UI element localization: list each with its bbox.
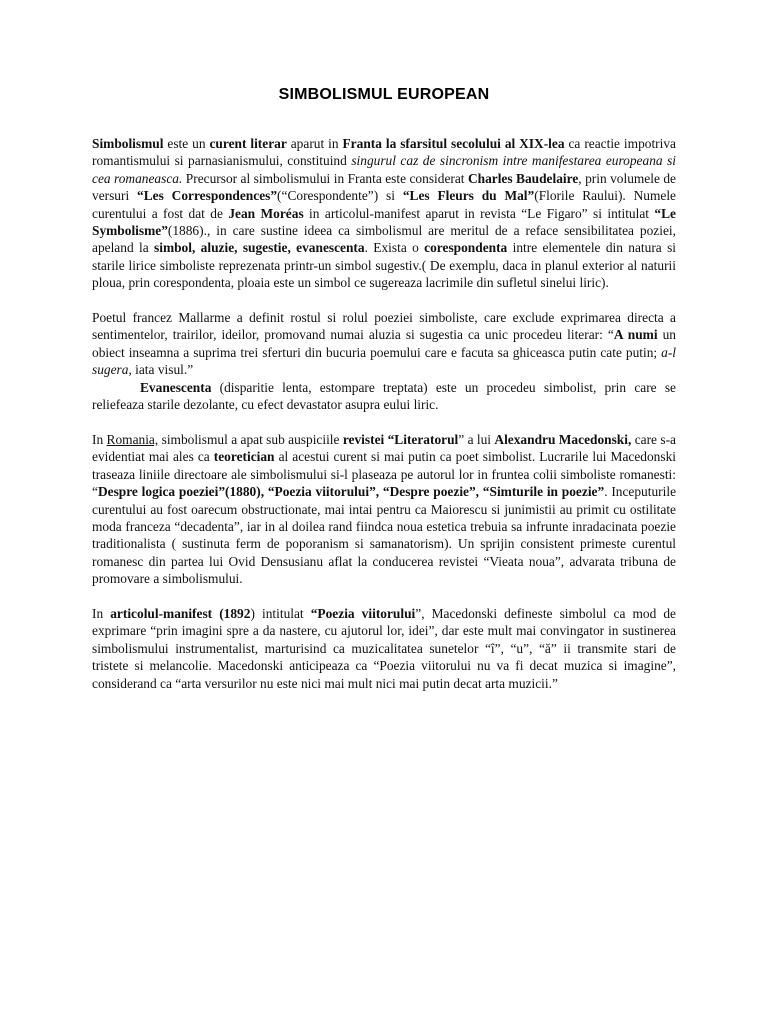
text-run: (1886)., in care sustine ideea ca simbolismul are meritul de a reface sensibilitatea poziei, apeland la bbox=[92, 223, 676, 256]
text-run: Evanescenta bbox=[140, 379, 212, 395]
text-run: aparut in bbox=[286, 136, 343, 151]
text-run: Despre logica poeziei”(1880), “Poezia viitorului”, “Despre poezie”, “Simturile in poezie” bbox=[97, 484, 605, 500]
text-run: (“Corespondente”) si bbox=[277, 188, 403, 204]
paragraph-mallarme bbox=[92, 309, 676, 379]
text-run: ” a lui bbox=[458, 431, 495, 447]
text-run: Alexandru Macedonski, bbox=[494, 431, 632, 447]
text-run: simbolismul a apat sub auspiciile bbox=[158, 431, 343, 447]
page-title: SIMBOLISMUL EUROPEAN bbox=[278, 86, 490, 103]
paragraph-manifest bbox=[92, 605, 676, 692]
text-run: este un bbox=[163, 136, 210, 151]
text-run: care s-a evidentiat mai ales ca bbox=[92, 431, 676, 465]
text-run: teoretician bbox=[213, 449, 275, 465]
text-run: “Les Correspondences” bbox=[137, 188, 278, 204]
text-run: revistei “Literatorul bbox=[342, 431, 459, 447]
document-body bbox=[92, 135, 676, 692]
text-run: Franta la sfarsitul secolului al XIX-lea bbox=[342, 136, 565, 151]
text-run: Jean Moréas bbox=[228, 205, 304, 221]
text-run: a-l sugera bbox=[92, 344, 676, 378]
paragraph-symbolism-intro bbox=[92, 135, 676, 292]
text-run: al acestui curent si mai putin ca poet simbolist. Lucrarile lui Macedonski traseaza liniile directoare ale simbolismului si-l plaseaza pe autorul lor in fruntea colii simboliste romanesti: “ bbox=[92, 449, 676, 500]
text-run: ) intitulat bbox=[250, 605, 311, 621]
text-run: Romania, bbox=[106, 431, 159, 447]
text-run: simbol, aluzie, sugestie, evanescenta bbox=[154, 240, 365, 256]
paragraph-spacer bbox=[92, 292, 676, 309]
text-run: A numi bbox=[613, 327, 658, 343]
text-run: (disparitie lenta, estompare treptata) este un procedeu simbolist, prin care se reliefeaza starile dezolante, cu efect devastator asupra eului liric. bbox=[92, 379, 676, 413]
text-run: corespondenta bbox=[424, 240, 508, 256]
text-run: intre elementele din natura si starile lirice simboliste reprezenata printr-un simbol sugestiv.( De exemplu, daca in planul exterior al naturii ploua, prin corespondenta, ploaia este un simbol ce sugereaza lacrimile din sufletul sinelui liric). bbox=[92, 240, 677, 291]
text-run: ca reactie impotriva romantismului si parnasianismului, constituind bbox=[92, 136, 676, 169]
text-run: . Inceputurile curentului au fost oarecum obstructionate, mai intai pentru ca Maiorescu si junimistii au primit cu ostilitate moda franceza “decadenta”, iar in al doilea rand fiindca noua estetica trebuia sa infrunte inradacinata poezie traditionalista ( sustinuta ferm de poporanism si samanatorism). Un sprijin consistent primeste curentul romanesc din partea lui Ovid Densusianu aflat la conducerea revistei “Vieata noua”, advarata tribuna de promovare a simbolismului. bbox=[92, 484, 677, 587]
text-run: singurul caz de sincronism intre manifestarea europeana si cea romaneasca. bbox=[92, 153, 677, 186]
text-run: un obiect inseamna a suprima trei sferturi din bucuria poemului care e facuta sa ghiceasca putin cate putin; bbox=[92, 327, 676, 360]
text-run: In bbox=[92, 431, 107, 447]
paragraph-evanescence bbox=[92, 379, 676, 414]
paragraph-spacer bbox=[92, 413, 676, 430]
paragraph-spacer bbox=[92, 588, 676, 605]
text-run: (Florile Raului). Numele curentului a fost dat de bbox=[92, 188, 676, 221]
paragraph-romania bbox=[92, 431, 676, 588]
text-run: . Exista o bbox=[364, 240, 425, 256]
text-run: In bbox=[92, 605, 111, 621]
text-run: ”, Macedonski defineste simbolul ca mod de exprimare “prin imagini spre a da nastere, cu ajutorul lor, idei”, dar este mult mai convingator in sustinerea simbolismului instrumentalist, marturisind ca muzicalitatea sunetelor “î”, “u”, “ă” ii transmite stari de tristete si melancolie. Macedonski anticipeaza ca “Poezia viitorului nu va fi decat muzica si imagine”, considerand ca “arta versurilor nu este nici mai mult nici mai putin decat arta muzicii.” bbox=[92, 605, 677, 691]
text-run: , prin volumele de versuri bbox=[92, 170, 676, 204]
text-run: , iata visul.” bbox=[128, 362, 194, 378]
text-run: “Les Fleurs du Mal” bbox=[402, 188, 535, 204]
text-run: “Le Symbolisme” bbox=[92, 205, 676, 239]
text-run: Poetul francez Mallarme a definit rostul si rolul poeziei simboliste, care exclude exprimarea directa a sentimentelor, trairilor, ideilor, promovand numai aluzia si sugestia ca unic procedeu literar: “ bbox=[92, 310, 676, 343]
text-run: Simbolismul bbox=[92, 136, 164, 151]
text-run: Charles Baudelaire bbox=[467, 170, 579, 186]
text-run: articolul-manifest (1892 bbox=[110, 605, 251, 621]
text-run: in articolul-manifest aparut in revista “Le Figaro” si intitulat bbox=[303, 205, 655, 221]
text-run: “Poezia viitorului bbox=[310, 605, 416, 621]
text-run: curent literar bbox=[209, 136, 287, 151]
text-run: Precursor al simbolismului in Franta este considerat bbox=[182, 170, 468, 186]
